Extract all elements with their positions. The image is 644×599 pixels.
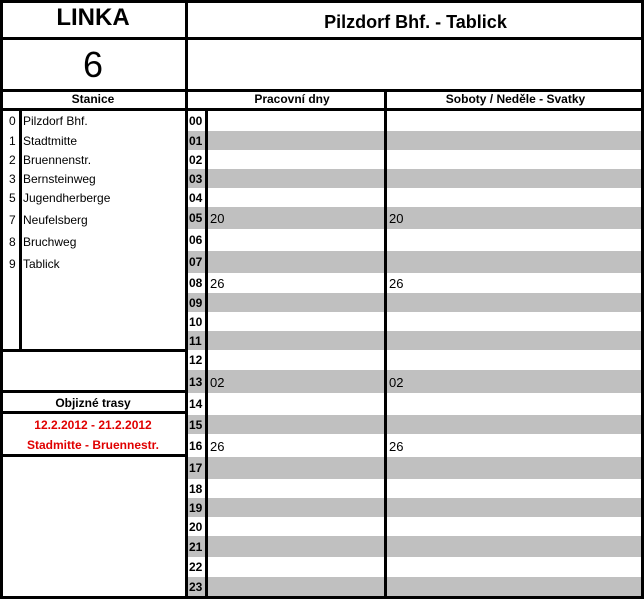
station-name: Tablick <box>23 257 60 271</box>
divider-weekday <box>384 89 387 599</box>
detour-segment: Stadmitte - Bruennestr. <box>26 438 160 452</box>
weekday-minutes: 26 <box>210 276 225 291</box>
divider-detour-top <box>0 390 186 393</box>
hour-label: 21 <box>189 540 203 554</box>
row-stripe <box>188 207 641 229</box>
station-name: Jugendherberge <box>23 191 111 205</box>
stations-header: Stanice <box>71 92 115 106</box>
row-stripe <box>188 251 641 273</box>
divider-columns <box>0 108 644 111</box>
hour-label: 08 <box>189 276 203 290</box>
hour-label: 01 <box>189 134 203 148</box>
station-offset: 5 <box>9 191 16 205</box>
station-name: Bernsteinweg <box>23 172 96 186</box>
detours-header: Objizné trasy <box>55 396 131 410</box>
row-stripe <box>188 577 641 596</box>
hour-label: 23 <box>189 580 203 594</box>
hour-label: 00 <box>189 114 203 128</box>
divider-header <box>0 37 644 40</box>
weekend-minutes: 26 <box>389 439 404 454</box>
hour-label: 05 <box>189 211 203 225</box>
station-name: Neufelsberg <box>23 213 88 227</box>
hour-label: 14 <box>189 397 203 411</box>
divider-detour-end <box>0 454 186 457</box>
station-offset: 2 <box>9 153 16 167</box>
station-offset: 3 <box>9 172 16 186</box>
weekday-minutes: 02 <box>210 375 225 390</box>
hour-label: 12 <box>189 353 203 367</box>
weekend-minutes: 26 <box>389 276 404 291</box>
row-stripe <box>188 293 641 312</box>
hour-label: 20 <box>189 520 203 534</box>
hour-label: 09 <box>189 296 203 310</box>
weekday-minutes: 20 <box>210 211 225 226</box>
linka-number: 6 <box>82 44 104 85</box>
detour-dates: 12.2.2012 - 21.2.2012 <box>34 418 152 432</box>
divider-subheader <box>0 89 644 92</box>
row-stripe <box>188 536 641 557</box>
station-offset: 7 <box>9 213 16 227</box>
row-stripe <box>188 370 641 393</box>
station-offset: 0 <box>9 114 16 128</box>
row-stripe <box>188 169 641 188</box>
row-stripe <box>188 415 641 434</box>
divider-detour-header <box>0 411 186 414</box>
row-stripe <box>188 457 641 479</box>
hour-label: 17 <box>189 461 203 475</box>
station-offset: 8 <box>9 235 16 249</box>
hour-label: 13 <box>189 375 203 389</box>
divider-hours <box>205 108 208 599</box>
row-stripe <box>188 498 641 517</box>
station-name: Stadtmitte <box>23 134 78 148</box>
hour-label: 07 <box>189 255 203 269</box>
station-name: Bruchweg <box>23 235 77 249</box>
hour-label: 02 <box>189 153 203 167</box>
hour-label: 04 <box>189 191 203 205</box>
row-stripe <box>188 331 641 350</box>
hour-label: 22 <box>189 560 203 574</box>
hour-label: 10 <box>189 315 203 329</box>
weekday-header: Pracovní dny <box>254 92 330 106</box>
hour-label: 03 <box>189 172 203 186</box>
hour-label: 18 <box>189 482 203 496</box>
hour-label: 11 <box>189 334 202 348</box>
linka-label: LINKA <box>56 4 130 31</box>
hour-label: 16 <box>189 439 203 453</box>
station-name: Pilzdorf Bhf. <box>23 114 88 128</box>
hour-label: 19 <box>189 501 203 515</box>
weekend-minutes: 20 <box>389 211 404 226</box>
route-title: Pilzdorf Bhf. - Tablick <box>324 12 507 32</box>
weekday-minutes: 26 <box>210 439 225 454</box>
weekend-minutes: 02 <box>389 375 404 390</box>
station-name: Bruennenstr. <box>23 153 92 167</box>
station-offset: 9 <box>9 257 16 271</box>
weekend-header: Soboty / Neděle - Svatky <box>445 92 586 106</box>
frame-top <box>0 0 644 3</box>
divider-offsets <box>19 108 22 350</box>
hour-label: 15 <box>189 418 203 432</box>
hour-label: 06 <box>189 233 203 247</box>
station-offset: 1 <box>9 134 16 148</box>
divider-stations-end <box>0 349 186 352</box>
row-stripe <box>188 131 641 150</box>
